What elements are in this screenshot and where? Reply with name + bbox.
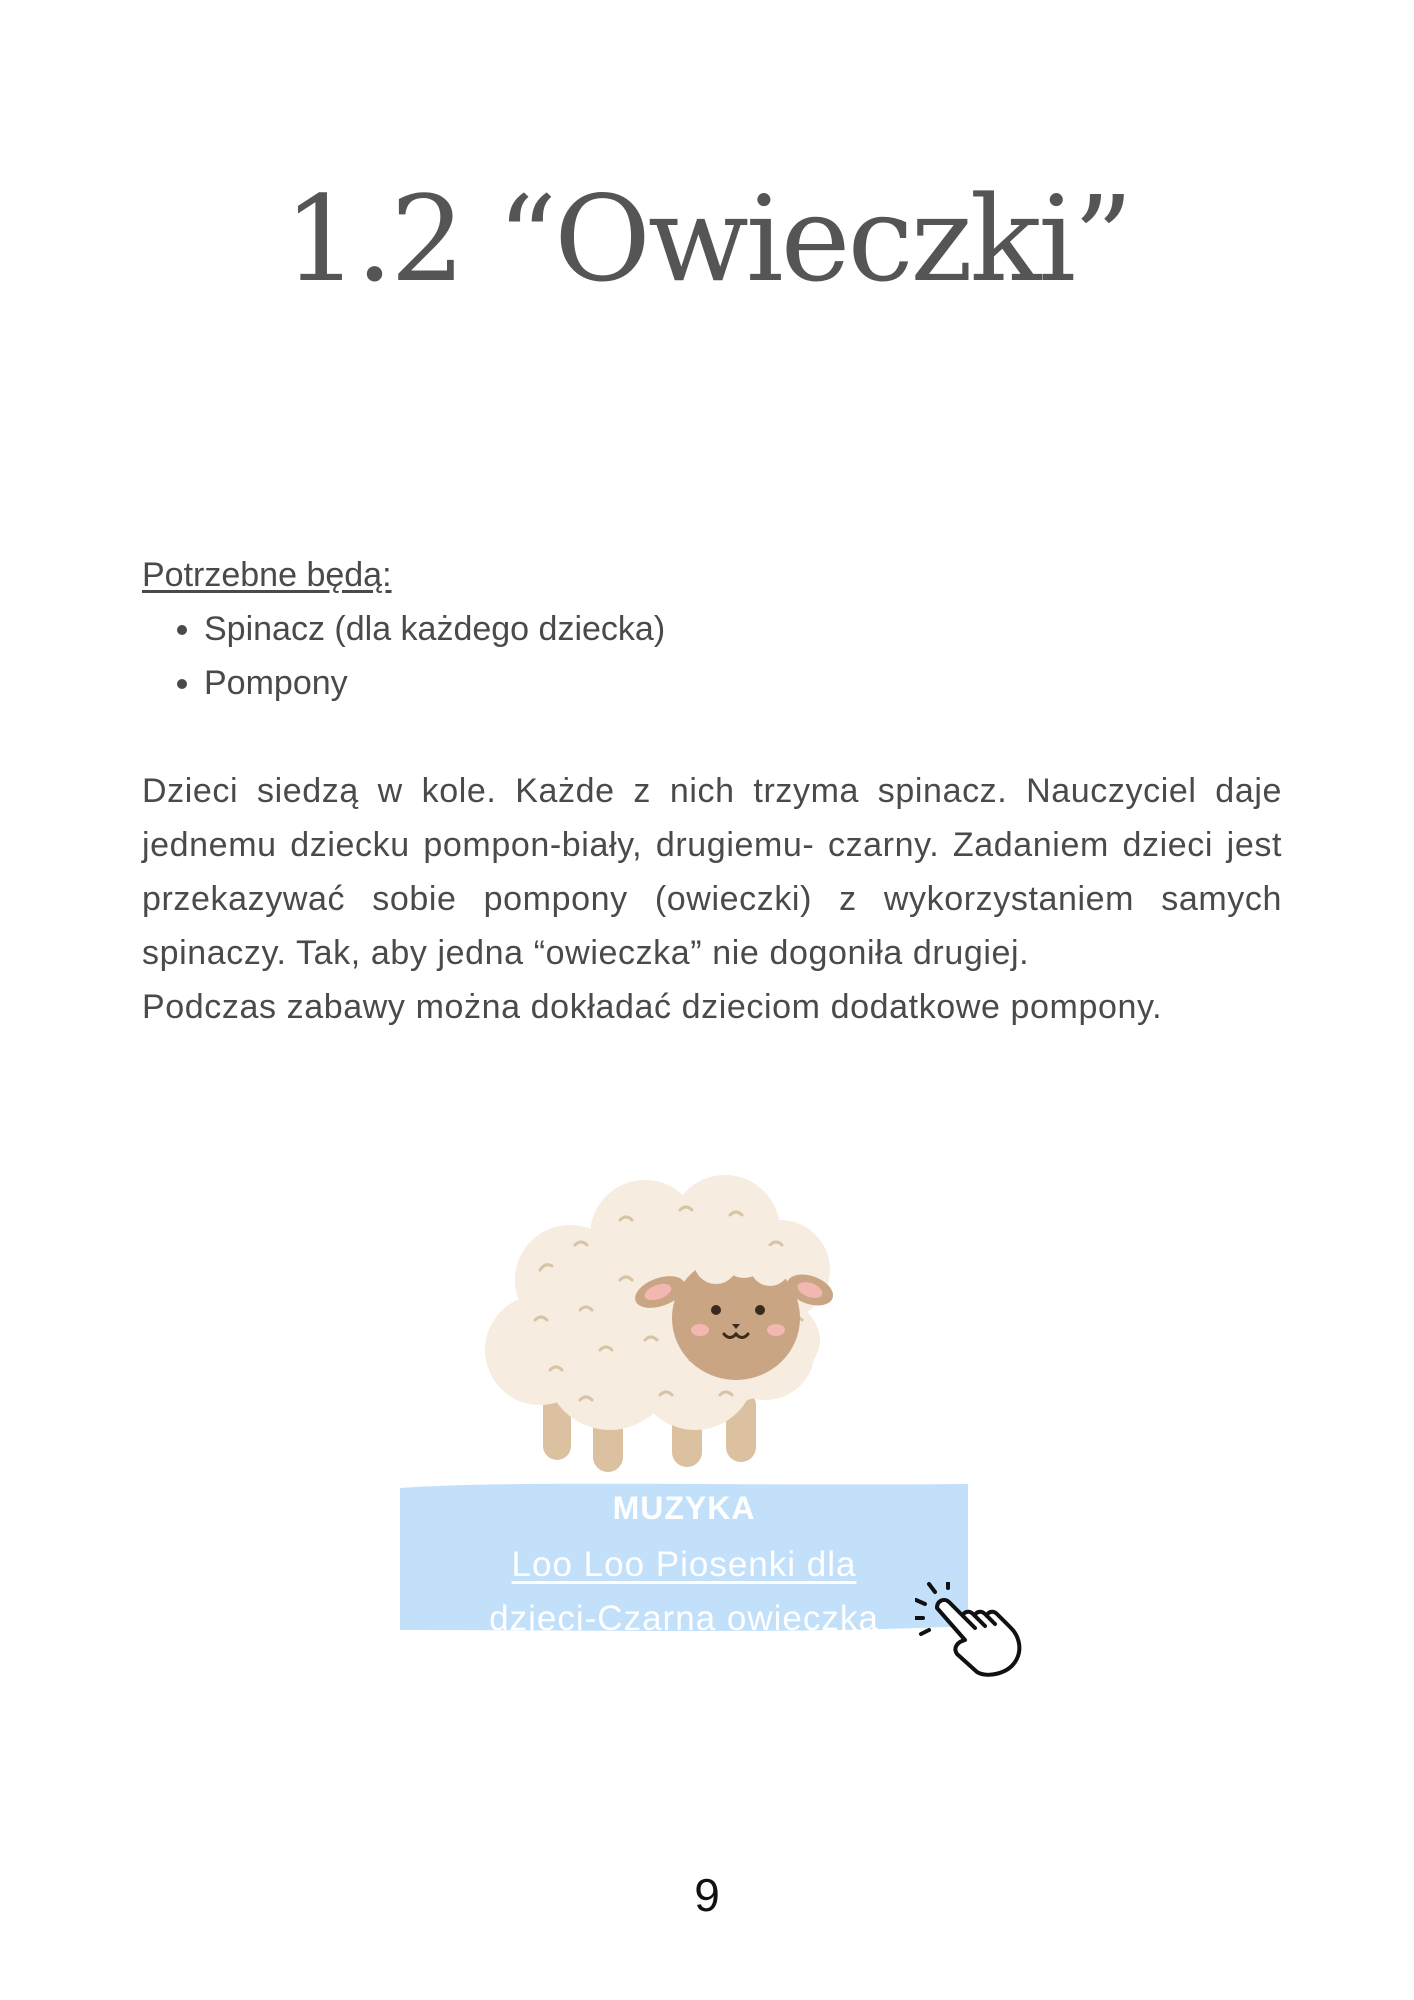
list-item: • Pompony (204, 656, 1282, 710)
music-box (400, 1480, 968, 1638)
music-label: MUZYKA (612, 1490, 756, 1526)
music-link-line[interactable]: dzieci-Czarna owieczka (489, 1599, 879, 1638)
sheep-icon (480, 1150, 880, 1500)
music-link[interactable] (400, 1538, 968, 1646)
pointing-hand-icon[interactable] (915, 1582, 1025, 1677)
needs-label: Potrzebne będą: (142, 556, 392, 594)
instructions (142, 764, 1282, 1034)
list-item: • Spinacz (dla każdego dziecka) (204, 602, 1282, 656)
page-title: 1.2 “Owieczki” (283, 170, 1131, 308)
instructions-paragraph: Dzieci siedzą w kole. Każde z nich trzyma spinacz. Nauczyciel daje jednemu dziecku pompon-biały, drugiemu- czarny. Zadaniem dzieci jest przekazywać sobie pompony (owieczki) z wykorzystaniem samych spinaczy. Tak, aby jedna “owieczka” nie dogoniła drugiej. (142, 772, 1282, 972)
needs-section (142, 548, 1282, 710)
instructions-paragraph: Podczas zabawy można dokładać dzieciom dodatkowe pompony. (142, 988, 1163, 1026)
page-number: 9 (694, 1869, 720, 1921)
music-link-line[interactable]: Loo Loo Piosenki dla (511, 1545, 857, 1584)
needs-list (142, 602, 1282, 710)
